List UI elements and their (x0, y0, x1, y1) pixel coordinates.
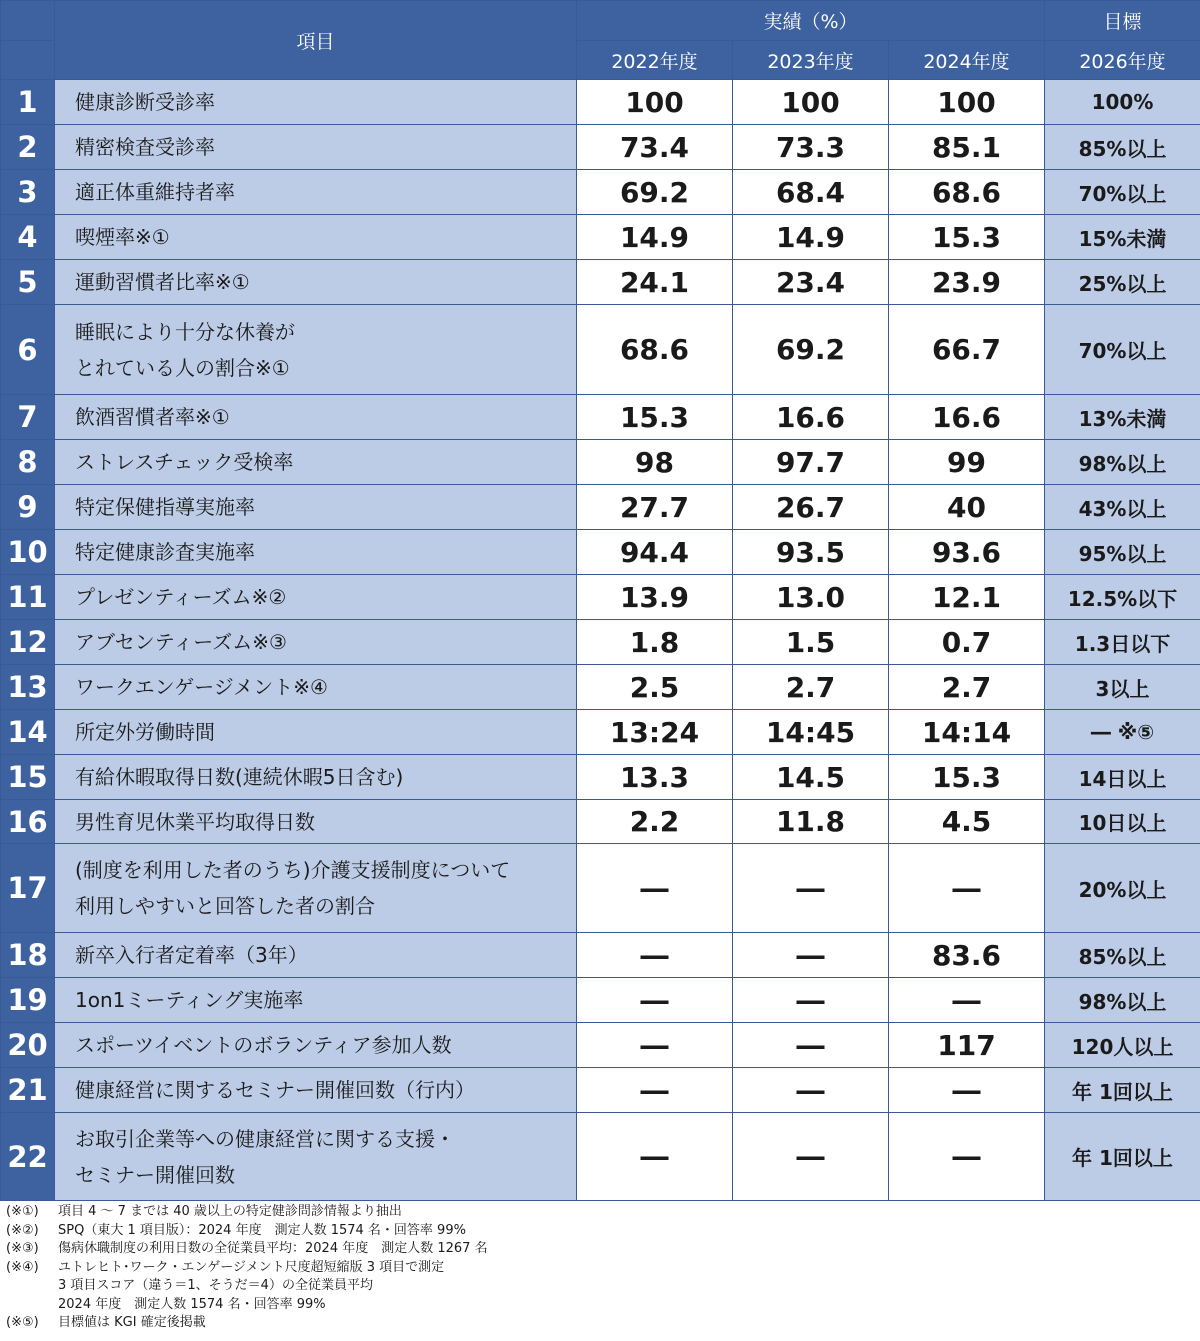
row-value-2022: 1.8 (577, 620, 733, 665)
row-value-2024: 68.6 (889, 170, 1045, 215)
row-number: 7 (1, 395, 55, 440)
row-value-2024: 12.1 (889, 575, 1045, 620)
row-value-2023: 2.7 (733, 665, 889, 710)
header-year-2022: 2022年度 (577, 41, 733, 80)
table-row (1, 1113, 1200, 1201)
row-value-2024: 4.5 (889, 800, 1045, 844)
row-value-2023: 1.5 (733, 620, 889, 665)
row-value-2024: 40 (889, 485, 1045, 530)
table-row (1, 440, 1200, 485)
row-item-line: ストレスチェック受検率 (75, 450, 294, 474)
row-value-2024: ― (889, 844, 1045, 933)
row-item-line: 健康経営に関するセミナー開催回数（行内） (75, 1078, 475, 1102)
row-value-2024: 15.3 (889, 755, 1045, 800)
row-number: 10 (1, 530, 55, 575)
row-value-2024: 14:14 (889, 710, 1045, 755)
row-value-2022: 94.4 (577, 530, 733, 575)
row-item-line: アブセンティーズム※③ (75, 630, 287, 654)
row-value-2023: ― (733, 1023, 889, 1068)
row-value-2022: ― (577, 933, 733, 978)
row-target: 13%未満 (1045, 395, 1200, 440)
row-target: 100% (1045, 80, 1200, 125)
row-item-line: 所定外労働時間 (75, 720, 215, 744)
footnote (6, 1296, 1196, 1315)
footnote-text: 傷病休職制度の利用日数の全従業員平均：2024 年度 測定人数 1267 名 (58, 1241, 488, 1256)
row-item-line: (制度を利用した者のうち)介護支援制度について (75, 858, 511, 882)
footnote-mark: (※③) (6, 1241, 39, 1256)
row-number: 2 (1, 125, 55, 170)
row-value-2023: 13.0 (733, 575, 889, 620)
row-value-2022: ― (577, 1113, 733, 1201)
row-value-2023: 23.4 (733, 260, 889, 305)
footnote-mark (6, 1277, 58, 1296)
table-row (1, 260, 1200, 305)
row-target: 15%未満 (1045, 215, 1200, 260)
row-target: 25%以上 (1045, 260, 1200, 305)
row-value-2022: 13:24 (577, 710, 733, 755)
footnote-mark: (※②) (6, 1222, 39, 1238)
row-item-line: とれている人の割合※① (75, 355, 290, 380)
header-target: 目標 (1045, 1, 1200, 41)
row-value-2024: 2.7 (889, 665, 1045, 710)
row-value-2022: ― (577, 978, 733, 1023)
table-row (1, 844, 1200, 933)
row-value-2022: ― (577, 844, 733, 933)
row-item-label (55, 933, 577, 978)
row-number: 21 (1, 1068, 55, 1113)
row-item-label (55, 844, 577, 933)
row-value-2024: ― (889, 1068, 1045, 1113)
footnote (6, 1259, 1196, 1278)
row-value-2022: 24.1 (577, 260, 733, 305)
row-item-line: 喫煙率※① (75, 225, 170, 249)
row-item-line: 有給休暇取得日数(連続休暇5日含む) (75, 765, 404, 789)
row-target: 10日以上 (1045, 800, 1200, 844)
row-value-2022: 27.7 (577, 485, 733, 530)
row-number: 12 (1, 620, 55, 665)
row-value-2022: 2.2 (577, 800, 733, 844)
row-item-label (55, 440, 577, 485)
row-value-2024: ― (889, 1113, 1045, 1201)
row-value-2023: ― (733, 844, 889, 933)
row-target: 1.3日以下 (1045, 620, 1200, 665)
row-value-2024: ― (889, 978, 1045, 1023)
row-item-line: セミナー開催回数 (75, 1162, 235, 1187)
row-item-label (55, 1068, 577, 1113)
row-number: 14 (1, 710, 55, 755)
footnote-text: 2024 年度 測定人数 1574 名・回答率 99% (58, 1296, 326, 1312)
row-number: 13 (1, 665, 55, 710)
row-item-label (55, 800, 577, 844)
footnote-text: SPQ（東大 1 項目版）：2024 年度 測定人数 1574 名・回答率 99% (58, 1222, 466, 1238)
row-item-label (55, 665, 577, 710)
footnote (6, 1222, 1196, 1241)
row-item-label (55, 395, 577, 440)
table-row (1, 395, 1200, 440)
row-value-2022: ― (577, 1023, 733, 1068)
row-item-line: 利用しやすいと回答した者の割合 (75, 894, 375, 918)
table-row (1, 665, 1200, 710)
row-value-2022: 100 (577, 80, 733, 125)
footnote-text: 3 項目スコア（違う＝1、そうだ＝4）の全従業員平均 (58, 1278, 373, 1293)
row-item-label (55, 170, 577, 215)
row-value-2022: 98 (577, 440, 733, 485)
table-row (1, 1068, 1200, 1113)
footnote-mark: (※①) (6, 1204, 39, 1219)
table-row (1, 125, 1200, 170)
row-value-2023: 73.3 (733, 125, 889, 170)
row-value-2022: 15.3 (577, 395, 733, 440)
row-item-line: 特定健康診査実施率 (75, 540, 255, 564)
row-value-2024: 100 (889, 80, 1045, 125)
row-item-label (55, 305, 577, 395)
row-item-line: お取引企業等への健康経営に関する支援・ (75, 1126, 455, 1151)
row-item-label (55, 260, 577, 305)
row-value-2023: ― (733, 933, 889, 978)
row-value-2024: 0.7 (889, 620, 1045, 665)
row-item-label (55, 485, 577, 530)
table-row (1, 800, 1200, 844)
row-number: 16 (1, 800, 55, 844)
table-row (1, 978, 1200, 1023)
table-row (1, 1023, 1200, 1068)
row-target: 14日以上 (1045, 755, 1200, 800)
footnote (6, 1203, 1196, 1222)
row-target: 85%以上 (1045, 933, 1200, 978)
row-target: 85%以上 (1045, 125, 1200, 170)
row-value-2023: ― (733, 1113, 889, 1201)
table-row (1, 620, 1200, 665)
row-item-label (55, 80, 577, 125)
row-value-2024: 15.3 (889, 215, 1045, 260)
row-number: 3 (1, 170, 55, 215)
footnote-text: ユトレヒト･ワーク・エンゲージメント尺度超短縮版 3 項目で測定 (58, 1259, 445, 1275)
row-value-2024: 85.1 (889, 125, 1045, 170)
row-number: 15 (1, 755, 55, 800)
row-number: 9 (1, 485, 55, 530)
table-row (1, 485, 1200, 530)
row-target: 120人以上 (1045, 1023, 1200, 1068)
row-value-2023: 14:45 (733, 710, 889, 755)
header-actual: 実績（%） (577, 1, 1045, 41)
row-value-2024: 99 (889, 440, 1045, 485)
row-target: ― ※⑤ (1045, 710, 1200, 755)
row-item-line: 精密検査受診率 (75, 135, 215, 159)
row-value-2023: 97.7 (733, 440, 889, 485)
header-year-2023: 2023年度 (733, 41, 889, 80)
row-value-2023: ― (733, 978, 889, 1023)
row-item-line: 1on1ミーティング実施率 (75, 988, 304, 1012)
table-row (1, 305, 1200, 395)
row-item-label (55, 575, 577, 620)
row-value-2024: 117 (889, 1023, 1045, 1068)
row-item-label (55, 530, 577, 575)
row-target: 95%以上 (1045, 530, 1200, 575)
row-value-2022: 14.9 (577, 215, 733, 260)
row-value-2023: 14.5 (733, 755, 889, 800)
table-row (1, 755, 1200, 800)
header-year-2024: 2024年度 (889, 41, 1045, 80)
row-item-line: 男性育児休業平均取得日数 (75, 809, 315, 834)
row-number: 20 (1, 1023, 55, 1068)
row-value-2023: 69.2 (733, 305, 889, 395)
row-item-line: 飲酒習慣者率※① (75, 405, 230, 429)
row-number: 8 (1, 440, 55, 485)
footnote (6, 1277, 1196, 1296)
row-target: 20%以上 (1045, 844, 1200, 933)
footnote (6, 1314, 1196, 1333)
row-item-label (55, 755, 577, 800)
table-row (1, 80, 1200, 125)
row-item-label (55, 1023, 577, 1068)
row-target: 年 1回以上 (1045, 1113, 1200, 1201)
row-target: 3以上 (1045, 665, 1200, 710)
row-number: 6 (1, 305, 55, 395)
row-item-line: 健康診断受診率 (75, 90, 215, 114)
row-number: 4 (1, 215, 55, 260)
row-number: 1 (1, 80, 55, 125)
row-number: 11 (1, 575, 55, 620)
row-value-2023: 68.4 (733, 170, 889, 215)
row-target: 98%以上 (1045, 978, 1200, 1023)
row-item-line: 睡眠により十分な休養が (75, 319, 295, 344)
footnote-mark (6, 1296, 58, 1315)
header-item: 項目 (55, 1, 577, 80)
row-value-2024: 66.7 (889, 305, 1045, 395)
row-item-label (55, 215, 577, 260)
footnote-text: 目標値は KGI 確定後掲載 (58, 1315, 206, 1330)
row-item-line: 適正体重維持者率 (75, 180, 235, 204)
row-target: 12.5%以下 (1045, 575, 1200, 620)
row-value-2023: 26.7 (733, 485, 889, 530)
table-row (1, 933, 1200, 978)
row-item-line: スポーツイベントのボランティア参加人数 (75, 1033, 452, 1057)
row-target: 70%以上 (1045, 305, 1200, 395)
row-value-2023: 93.5 (733, 530, 889, 575)
row-item-label (55, 978, 577, 1023)
row-item-label (55, 710, 577, 755)
row-item-label (55, 125, 577, 170)
row-target: 98%以上 (1045, 440, 1200, 485)
row-item-line: 運動習慣者比率※① (75, 270, 250, 294)
row-value-2024: 23.9 (889, 260, 1045, 305)
row-value-2023: ― (733, 1068, 889, 1113)
row-value-2022: 73.4 (577, 125, 733, 170)
row-item-line: プレゼンティーズム※② (75, 585, 287, 609)
footnote-text: 項目 4 ～ 7 までは 40 歳以上の特定健診問診情報より抽出 (58, 1204, 402, 1219)
row-target: 年 1回以上 (1045, 1068, 1200, 1113)
footnotes (6, 1203, 1196, 1333)
row-target: 43%以上 (1045, 485, 1200, 530)
row-number: 18 (1, 933, 55, 978)
row-item-line: 特定保健指導実施率 (75, 495, 255, 519)
row-item-line: 新卒入行者定着率（3年） (75, 943, 308, 967)
row-item-label (55, 620, 577, 665)
row-value-2022: 13.3 (577, 755, 733, 800)
row-value-2022: 69.2 (577, 170, 733, 215)
row-value-2023: 14.9 (733, 215, 889, 260)
header-target-year: 2026年度 (1045, 41, 1200, 80)
row-number: 5 (1, 260, 55, 305)
footnote-mark: (※④) (6, 1259, 39, 1275)
row-value-2022: 2.5 (577, 665, 733, 710)
row-value-2022: 68.6 (577, 305, 733, 395)
row-item-label (55, 1113, 577, 1201)
table-row (1, 710, 1200, 755)
row-value-2024: 83.6 (889, 933, 1045, 978)
table-row (1, 530, 1200, 575)
row-value-2023: 11.8 (733, 800, 889, 844)
row-value-2024: 93.6 (889, 530, 1045, 575)
row-number: 22 (1, 1113, 55, 1201)
table-row (1, 575, 1200, 620)
table-row (1, 170, 1200, 215)
footnote-mark: (※⑤) (6, 1315, 39, 1330)
footnote (6, 1240, 1196, 1259)
row-value-2022: 13.9 (577, 575, 733, 620)
row-number: 17 (1, 844, 55, 933)
row-value-2023: 100 (733, 80, 889, 125)
row-value-2024: 16.6 (889, 395, 1045, 440)
row-target: 70%以上 (1045, 170, 1200, 215)
row-value-2022: ― (577, 1068, 733, 1113)
row-number: 19 (1, 978, 55, 1023)
table-row (1, 215, 1200, 260)
row-item-line: ワークエンゲージメント※④ (75, 675, 328, 699)
row-value-2023: 16.6 (733, 395, 889, 440)
